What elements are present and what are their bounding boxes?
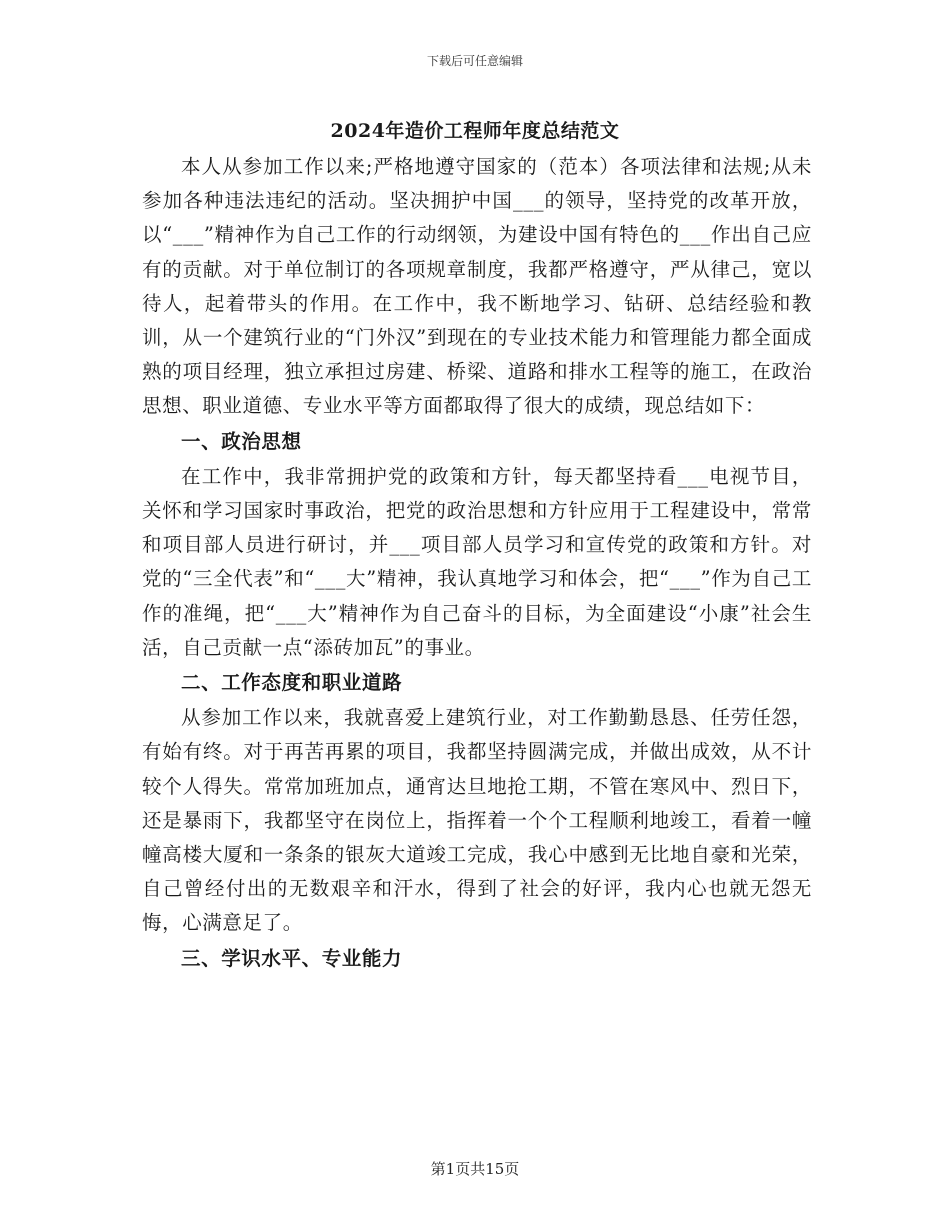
intro-paragraph: 本人从参加工作以来;严格地遵守国家的（范本）各项法律和法规;从未参加各种违法违纪的活动。坚决拥护中国___的领导，坚持党的改革开放，以“___”精神作为自己工作的行动纲领，为建设中国有特色的___作出自己应有的贡献。对于单位制订的各项规章制度，我都严格遵守，严从律己，宽以待人，起着带头的作用。在工作中，我不断地学习、钻研、总结经验和教训，从一个建筑行业的“门外汉”到现在的专业技术能力和管理能力都全面成熟的项目经理，独立承担过房建、桥梁、道路和排水工程等的施工，在政治思想、职业道德、专业水平等方面都取得了很大的成绩，现总结如下： xyxy=(142,155,812,418)
section-heading-politics: 一、政治思想 xyxy=(181,429,302,453)
document-title: 2024年造价工程师年度总结范文 xyxy=(330,120,620,142)
section-paragraph-work-attitude: 从参加工作以来，我就喜爱上建筑行业，对工作勤勤恳恳、任劳任怨，有始有终。对于再苦再累的项目，我都坚持圆满完成，并做出成效，从不计较个人得失。常常加班加点，通宵达旦地抢工期，不管在寒风中、烈日下，还是暴雨下，我都坚守在岗位上，指挥着一个个工程顺利地竣工，看着一幢幢高楼大厦和一条条的银灰大道竣工完成，我心中感到无比地自豪和光荣，自己曾经付出的无数艰辛和汗水，得到了社会的好评，我内心也就无怨无悔，心满意足了。 xyxy=(142,706,812,935)
page-indicator: 第1页共15页 xyxy=(430,1160,520,1178)
section-heading-work-attitude: 二、工作态度和职业道路 xyxy=(181,671,403,695)
section-paragraph-politics: 在工作中，我非常拥护党的政策和方针，每天都坚持看___电视节目，关怀和学习国家时事政治，把党的政治思想和方针应用于工程建设中，常常和项目部人员进行研讨，并___项目部人员学习和宣传党的政策和方针。对党的“三全代表”和“___大”精神，我认真地学习和体会，把“___”作为自己工作的准绳，把“___大”精神作为自己奋斗的目标，为全面建设“小康”社会生活，自己贡献一点“添砖加瓦”的事业。 xyxy=(142,464,812,659)
document-body xyxy=(142,150,812,977)
page-header-note: 下载后可任意编辑 xyxy=(426,54,523,68)
section-heading-knowledge: 三、学识水平、专业能力 xyxy=(181,946,403,970)
